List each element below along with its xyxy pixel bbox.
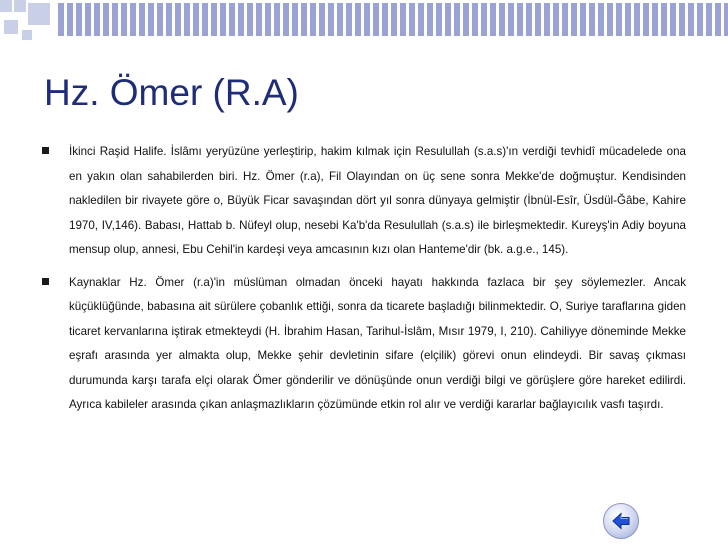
bullet-item xyxy=(40,140,686,263)
decor-square xyxy=(28,3,50,25)
bullet-text: Kaynaklar Hz. Ömer (r.a)'in müslüman olmadan önceki hayatı hakkında fazlaca bir şey söylemezler. Ancak küçüklüğünde, babasına ait sürülere çobanlık ettiği, sonra da ticarete başladığı bilinmektedir. O, Suriye taraflarına giden ticaret kervanlarına iştirak etmekteydi (H. İbrahim Hasan, Tarihul-İslâm, Mısır 1979, I, 210). Cahiliyye döneminde Mekke eşrafı arasında yer almakta olup, Mekke şehir devletinin sifare (elçilik) görevi onun elindeydi. Bir savaş çıkması durumunda karşı tarafa elçi olarak Ömer gönderilir ve dönüşünde onun verdiği bilgi ve görüşlere göre hareket edilirdi. Ayrıca kabileler arasında çıkan anlaşmazlıkların çözümünde etkin rol alır ve verdiği kararlar bağlayıcılık vasfı taşırdı. xyxy=(69,275,686,411)
corner-decoration xyxy=(0,0,60,46)
decor-square xyxy=(4,20,18,34)
decor-square xyxy=(14,0,26,12)
square-bullet-icon xyxy=(42,147,49,154)
decor-square xyxy=(22,30,32,40)
bullet-list xyxy=(40,140,686,426)
slide-title: Hz. Ömer (R.A) xyxy=(44,72,299,113)
square-bullet-icon xyxy=(42,278,49,285)
back-button[interactable] xyxy=(603,503,639,539)
left-arrow-icon xyxy=(610,510,632,532)
decor-square xyxy=(0,0,12,12)
bullet-item xyxy=(40,271,686,418)
bullet-text: İkinci Raşid Halife. İslâmı yeryüzüne yerleştirip, hakim kılmak için Resulullah (s.a.s)'ın verdiği tevhidî mücadelede ona en yakın olan sahabilerden biri. Hz. Ömer (r.a), Fil Olayından on üç sene sonra Mekke'de doğmuştur. Kendisinden nakledilen bir rivayete göre o, Büyük Ficar savaşından dört yıl sonra dünyaya gelmiştir (İbnül-Esîr, Üsdül-Ğâbe, Kahire 1970, IV,146). Babası, Hattab b. Nüfeyl olup, nesebi Ka'b'da Resulullah (s.a.s) ile birleşmektedir. Kureyş'in Adiy boyuna mensup olup, annesi, Ebu Cehil'in kardeşi veya amcasının kızı olan Hanteme'dir (bk. a.g.e., 145). xyxy=(69,145,686,256)
header-stripe-band xyxy=(58,3,728,36)
